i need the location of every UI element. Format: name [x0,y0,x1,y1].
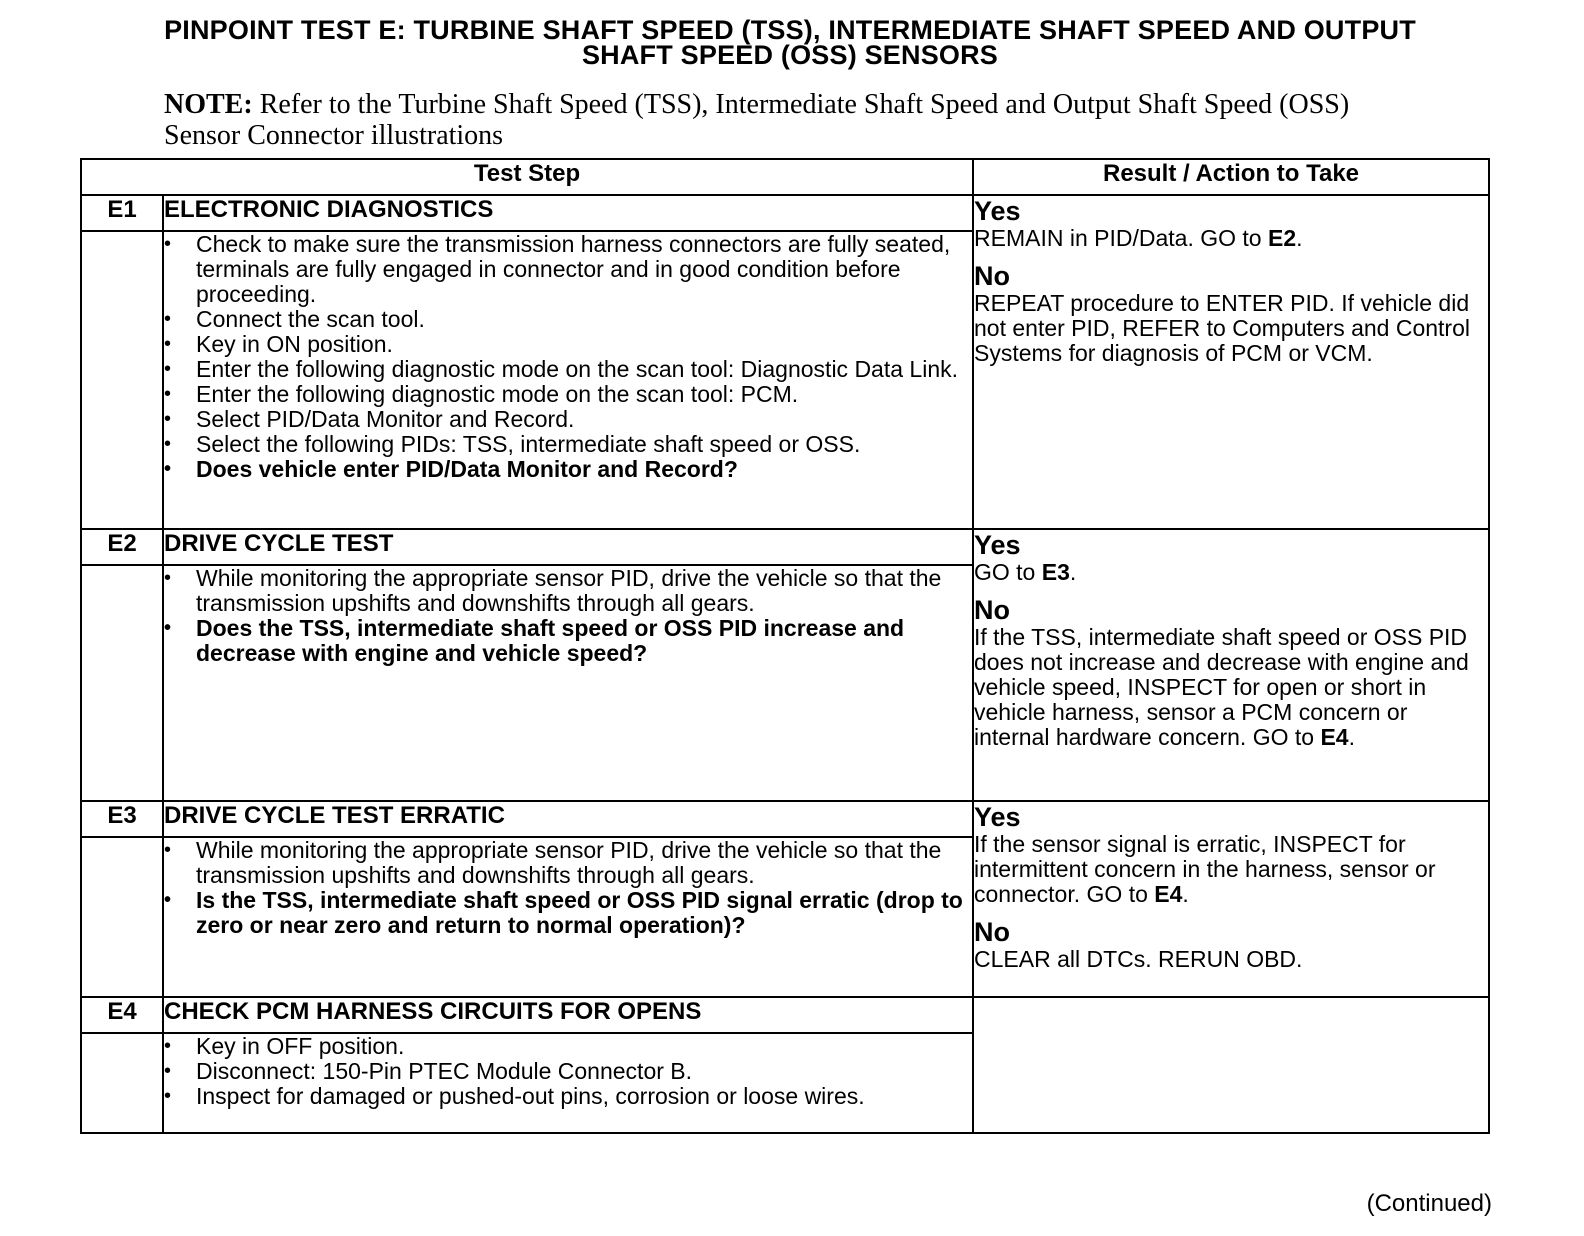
list-item: • Enter the following diagnostic mode on the scan tool: PCM. [164,382,972,407]
step-title: CHECK PCM HARNESS CIRCUITS FOR OPENS [163,997,973,1033]
step-spacer [81,1033,163,1133]
list-item: • Select the following PIDs: TSS, intermediate shaft speed or OSS. [164,432,972,457]
step-result [973,801,1489,997]
yes-action: GO to E3. [974,559,1077,585]
step-result [973,997,1489,1133]
step-spacer [81,565,163,801]
step-list [164,1034,972,1109]
step-result [973,529,1489,801]
header-test-step: Test Step [81,159,973,195]
step-id: E4 [81,997,163,1033]
step-e3 [81,801,1489,997]
no-label: No [974,917,1010,947]
note [164,89,1404,151]
step-e2 [81,529,1489,801]
step-list [164,566,972,666]
step-title: DRIVE CYCLE TEST ERRATIC [163,801,973,837]
step-title: ELECTRONIC DIAGNOSTICS [163,195,973,231]
step-id: E3 [81,801,163,837]
no-action: CLEAR all DTCs. RERUN OBD. [974,946,1303,972]
step-title: DRIVE CYCLE TEST [163,529,973,565]
goto-link: E2 [1267,225,1297,251]
no-label: No [974,595,1010,625]
list-item: • Key in ON position. [164,332,972,357]
goto-link: E4 [1320,724,1349,750]
pinpoint-test-table [80,158,1490,1134]
list-item: • Enter the following diagnostic mode on the scan tool: Diagnostic Data Link. [164,357,972,382]
step-body [163,837,973,997]
yes-action: REMAIN in PID/Data. GO to E2. [974,225,1303,251]
yes-label: Yes [974,530,1021,560]
continued-label: (Continued) [1366,1190,1492,1217]
note-label: NOTE: [164,89,253,120]
step-list [164,232,972,482]
list-item: • Inspect for damaged or pushed-out pins, corrosion or loose wires. [164,1084,972,1109]
list-item: • Check to make sure the transmission harness connectors are fully seated, terminals are fully engaged in connector and in good condition before proceeding. [164,232,972,307]
list-item: • Connect the scan tool. [164,307,972,332]
step-list [164,838,972,938]
step-question: • Does vehicle enter PID/Data Monitor and Record? [164,457,972,482]
step-spacer [81,837,163,997]
list-item: • Key in OFF position. [164,1034,972,1059]
yes-label: Yes [974,196,1021,226]
table-header-row [81,159,1489,195]
goto-link: E3 [1041,559,1070,585]
no-action: REPEAT procedure to ENTER PID. If vehicle did not enter PID, REFER to Computers and Control Systems for diagnosis of PCM or VCM. [974,290,1470,366]
list-item: • While monitoring the appropriate sensor PID, drive the vehicle so that the transmission upshifts and downshifts through all gears. [164,838,972,888]
step-question: • Does the TSS, intermediate shaft speed or OSS PID increase and decrease with engine and vehicle speed? [164,616,972,666]
step-body [163,1033,973,1133]
list-item: • Select PID/Data Monitor and Record. [164,407,972,432]
no-label: No [974,261,1010,291]
step-spacer [81,231,163,529]
page-title [120,15,1460,70]
note-text: Refer to the Turbine Shaft Speed (TSS), Intermediate Shaft Speed and Output Shaft Speed (OSS) Sensor Connector illustrations [164,89,1350,151]
title-line-1: PINPOINT TEST E: TURBINE SHAFT SPEED (TSS), INTERMEDIATE SHAFT SPEED AND OUTPUT [164,15,1416,45]
yes-action: If the sensor signal is erratic, INSPECT for intermittent concern in the harness, sensor or connector. GO to E4. [974,831,1436,907]
step-question: • Is the TSS, intermediate shaft speed or OSS PID signal erratic (drop to zero or near zero and return to normal operation)? [164,888,972,938]
step-id: E2 [81,529,163,565]
header-result-action: Result / Action to Take [973,159,1489,195]
step-body [163,565,973,801]
step-body [163,231,973,529]
step-e4 [81,997,1489,1133]
no-action: If the TSS, intermediate shaft speed or OSS PID does not increase and decrease with engine and vehicle speed, INSPECT for open or short in vehicle harness, sensor a PCM concern or internal hardware concern. GO to E4. [974,624,1469,750]
list-item: • While monitoring the appropriate sensor PID, drive the vehicle so that the transmission upshifts and downshifts through all gears. [164,566,972,616]
yes-label: Yes [974,802,1021,832]
step-e1 [81,195,1489,529]
step-result [973,195,1489,529]
goto-link: E4 [1154,881,1183,907]
list-item: • Disconnect: 150-Pin PTEC Module Connector B. [164,1059,972,1084]
step-id: E1 [81,195,163,231]
title-line-2: SHAFT SPEED (OSS) SENSORS [581,40,999,70]
